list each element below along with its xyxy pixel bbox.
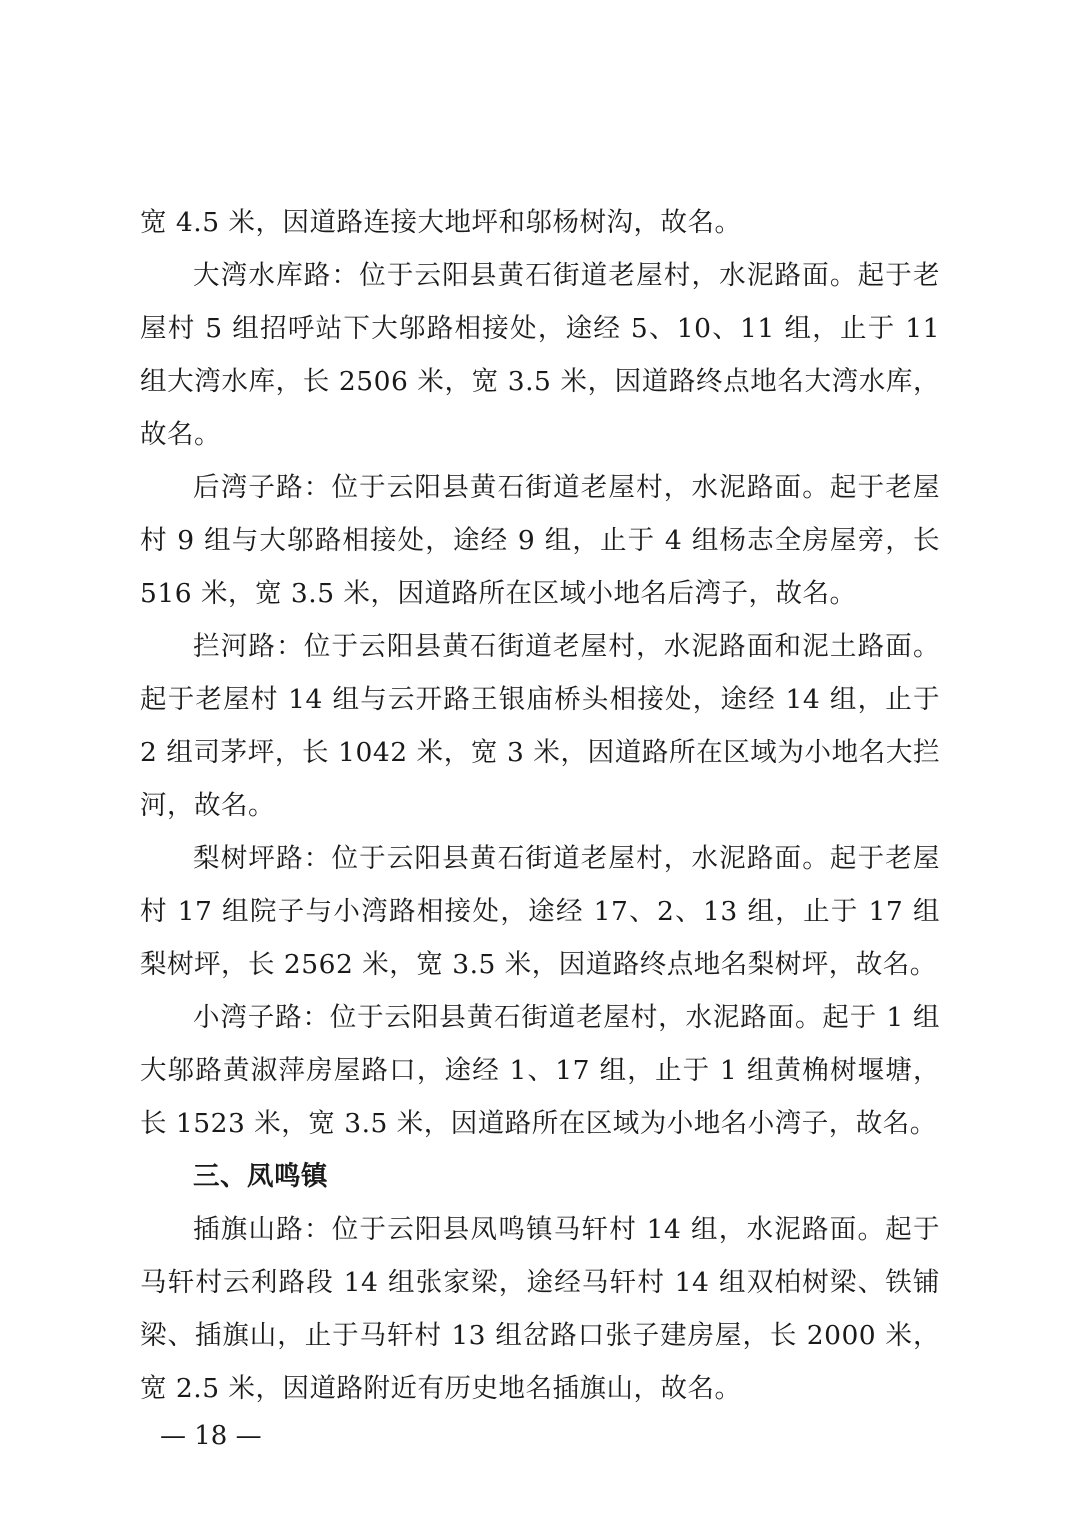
- xiaowanzi-road-paragraph: 小湾子路：位于云阳县黄石街道老屋村，水泥路面。起于 1 组大邬路黄淑萍房屋路口，途经 1、17 组，止于 1 组黄桷树堰塘，长 1523 米，宽 3.5 米，因道路所在区域为小地名小湾子，故名。: [140, 1002, 940, 1139]
- page-number: — 18 —: [160, 1421, 262, 1451]
- lishuping-road-paragraph: 梨树坪路：位于云阳县黄石街道老屋村，水泥路面。起于老屋村 17 组院子与小湾路相接处，途经 17、2、13 组，止于 17 组梨树坪，长 2562 米，宽 3.5 米，因道路终点地名梨树坪，故名。: [140, 843, 940, 980]
- continuation-paragraph: 宽 4.5 米，因道路连接大地坪和邬杨树沟，故名。: [140, 207, 742, 238]
- lanhe-road-paragraph: 拦河路：位于云阳县黄石街道老屋村，水泥路面和泥土路面。起于老屋村 14 组与云开路王银庙桥头相接处，途经 14 组，止于 2 组司茅坪，长 1042 米，宽 3 米，因道路所在区域为小地名大拦河，故名。: [140, 631, 940, 821]
- document-body: [140, 196, 940, 1415]
- houwanzi-road-paragraph: 后湾子路：位于云阳县黄石街道老屋村，水泥路面。起于老屋村 9 组与大邬路相接处，途经 9 组，止于 4 组杨志全房屋旁，长 516 米，宽 3.5 米，因道路所在区域小地名后湾子，故名。: [140, 472, 940, 609]
- section-heading: 三、凤鸣镇: [193, 1161, 328, 1192]
- dawan-reservoir-road-paragraph: 大湾水库路：位于云阳县黄石街道老屋村，水泥路面。起于老屋村 5 组招呼站下大邬路相接处，途经 5、10、11 组，止于 11 组大湾水库，长 2506 米，宽 3.5 米，因道路终点地名大湾水库，故名。: [140, 260, 940, 450]
- chaqishan-road-paragraph: 插旗山路：位于云阳县凤鸣镇马轩村 14 组，水泥路面。起于马轩村云利路段 14 组张家梁，途经马轩村 14 组双柏树梁、铁铺梁、插旗山，止于马轩村 13 组岔路口张子建房屋，长 2000 米，宽 2.5 米，因道路附近有历史地名插旗山，故名。: [140, 1214, 940, 1404]
